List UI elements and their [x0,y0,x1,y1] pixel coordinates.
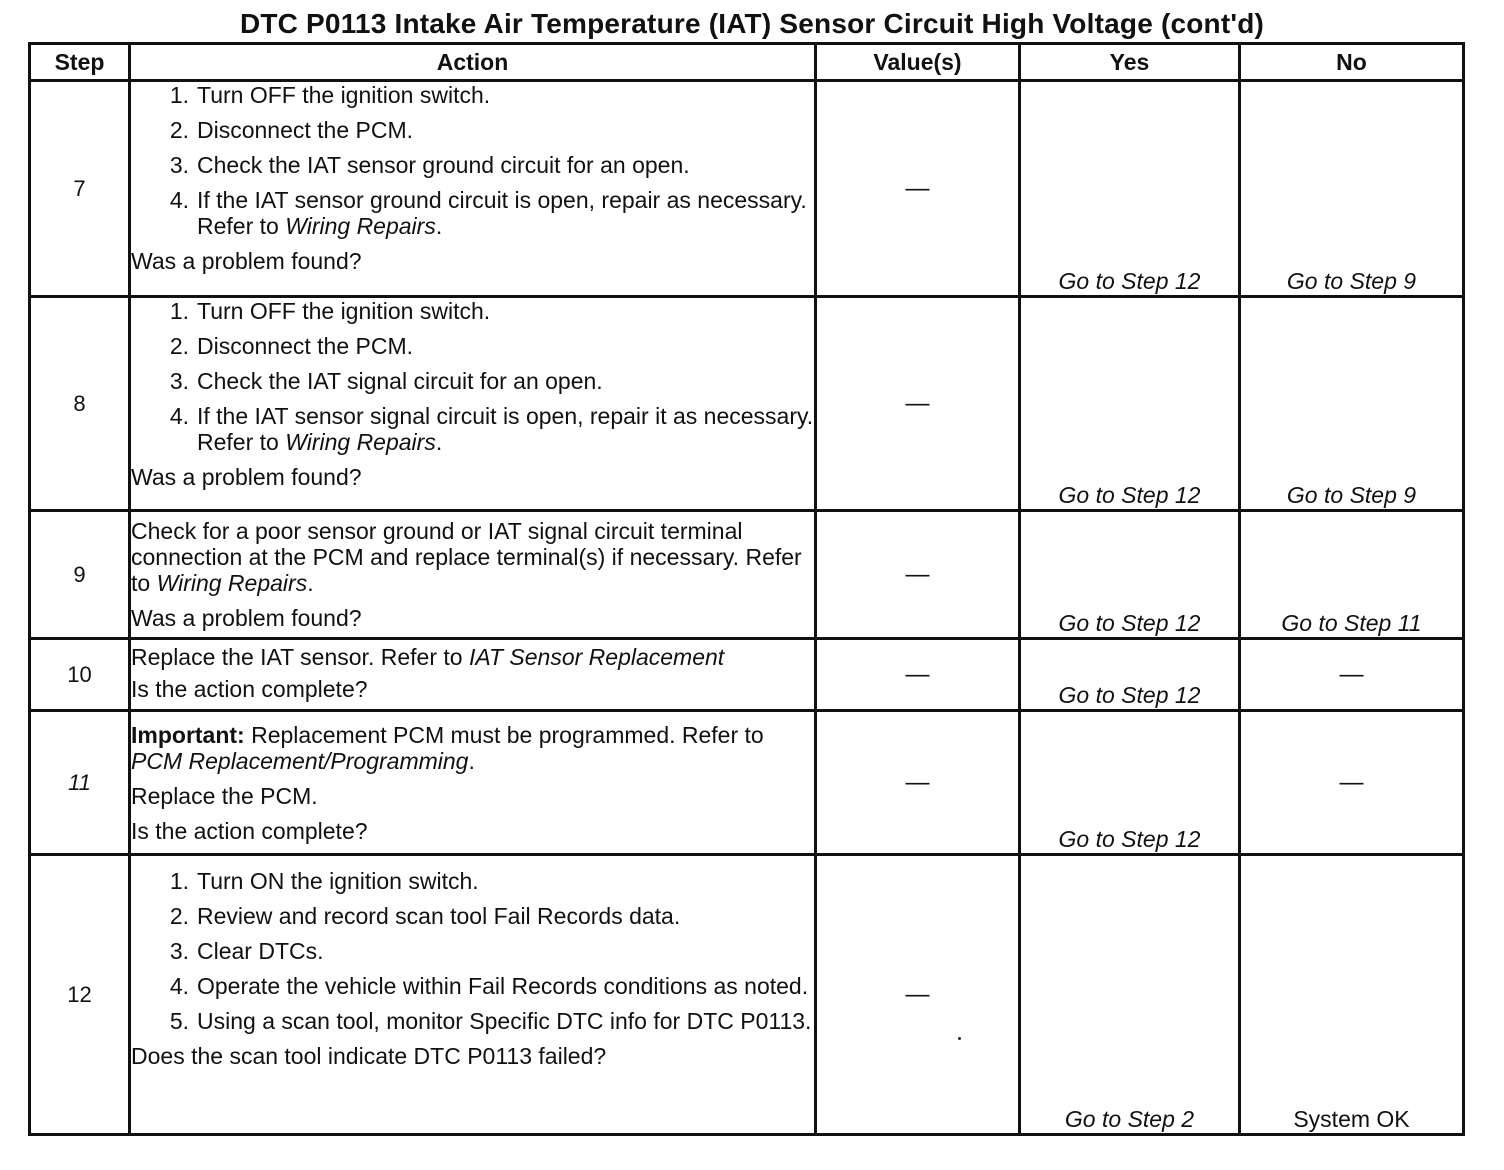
yes-cell: Go to Step 12 [1020,711,1240,855]
substep-text: Turn OFF the ignition switch. [197,82,491,108]
column-header-values: Value(s) [816,44,1020,81]
yes-cell: Go to Step 12 [1020,639,1240,711]
table-row [30,297,1464,511]
value-cell: — [816,855,1020,1135]
substep [131,152,814,178]
substep-number: 4. [169,973,189,999]
column-header-no: No [1240,44,1464,81]
substep [131,938,814,964]
header-row [30,44,1464,81]
table-row [30,711,1464,855]
yes-cell: Go to Step 12 [1020,511,1240,639]
no-cell: Go to Step 9 [1240,81,1464,297]
substep-text: Check the IAT signal circuit for an open. [197,368,603,394]
substep [131,903,814,929]
punctuation: . [468,748,475,774]
substep-number: 4. [169,187,189,213]
action-paragraph [131,644,814,670]
substep-number: 4. [169,403,189,429]
value-cell: — [816,639,1020,711]
no-cell: System OK [1240,855,1464,1135]
value-cell: — [816,81,1020,297]
substep-text: Disconnect the PCM. [197,117,414,143]
substep [131,333,814,359]
substep-list [131,868,814,1034]
question-text: Was a problem found? [131,605,362,631]
important-text: Replacement PCM must be programmed. Refer to [244,722,764,748]
substep-number: 2. [169,117,189,143]
substep [131,187,814,239]
action-cell [130,711,816,855]
action-cell [130,297,816,511]
step-number: 9 [30,511,130,639]
step-number: 10 [30,639,130,711]
substep-number: 1. [169,868,189,894]
action-text: Replace the IAT sensor. Refer to [131,644,469,670]
substep-text: Turn ON the ignition switch. [197,868,479,894]
action-paragraph: Replace the PCM. [131,783,318,809]
substep-number: 1. [169,82,189,108]
substep [131,117,814,143]
substep-number: 2. [169,903,189,929]
step-number: 8 [30,297,130,511]
punctuation: . [435,213,443,239]
yes-cell: Go to Step 2 [1020,855,1240,1135]
column-header-yes: Yes [1020,44,1240,81]
substep-number: 5. [169,1008,189,1034]
diagnostic-table [28,42,1465,1136]
substep-text: Turn OFF the ignition switch. [197,298,491,324]
action-cell [130,511,816,639]
substep-number: 3. [169,152,189,178]
punctuation: . [307,570,314,596]
value-cell: — [816,511,1020,639]
important-label: Important: [131,722,245,748]
substep-number: 1. [169,298,189,324]
substep-text-with-reference [197,187,814,239]
action-text: Check for a poor sensor ground or IAT signal circuit terminal connection at the PCM and replace terminal(s) if necessary. Refer to [131,518,802,596]
substep [131,298,814,324]
substep-number: 3. [169,938,189,964]
yes-cell: Go to Step 12 [1020,297,1240,511]
reference-link: Wiring Repairs [285,429,436,455]
substep-text: Review and record scan tool Fail Records data. [197,903,681,929]
substep [131,403,814,455]
step-number: 12 [30,855,130,1135]
yes-cell: Go to Step 12 [1020,81,1240,297]
step-number: 11 [30,711,130,855]
substep-text: If the IAT sensor signal circuit is open, repair it as necessary. Refer to [197,403,814,455]
action-cell [130,639,816,711]
table-row [30,81,1464,297]
substep-number: 3. [169,368,189,394]
substep-text: Operate the vehicle within Fail Records conditions as noted. [197,973,809,999]
substep-text: Disconnect the PCM. [197,333,414,359]
question-text: Was a problem found? [131,464,362,490]
reference-link: IAT Sensor Replacement [468,644,725,670]
substep-text: Check the IAT sensor ground circuit for an open. [197,152,690,178]
question-text: Is the action complete? [131,676,368,702]
page-title: DTC P0113 Intake Air Temperature (IAT) Sensor Circuit High Voltage (cont'd) [239,8,1265,39]
action-cell [130,855,816,1135]
no-cell: — [1240,711,1464,855]
substep-list [131,298,814,455]
reference-link: PCM Replacement/Programming [131,748,469,774]
substep-text-with-reference [197,403,814,455]
column-header-step: Step [30,44,130,81]
value-cell: — [816,711,1020,855]
substep-text: Using a scan tool, monitor Specific DTC info for DTC P0113. [197,1008,812,1034]
substep [131,868,814,894]
step-number: 7 [30,81,130,297]
scan-speck [958,1037,961,1040]
question-text: Is the action complete? [131,818,368,844]
reference-link: Wiring Repairs [156,570,308,596]
reference-link: Wiring Repairs [285,213,436,239]
action-paragraph [131,518,814,596]
table-row [30,511,1464,639]
substep-text: If the IAT sensor ground circuit is open, repair as necessary. Refer to [197,187,807,239]
substep-number: 2. [169,333,189,359]
no-cell: — [1240,639,1464,711]
substep [131,368,814,394]
substep [131,82,814,108]
substep-text: Clear DTCs. [197,938,324,964]
column-header-action: Action [130,44,816,81]
table-row [30,639,1464,711]
question-text: Does the scan tool indicate DTC P0113 failed? [131,1043,607,1069]
table-row [30,855,1464,1135]
no-cell: Go to Step 11 [1240,511,1464,639]
question-text: Was a problem found? [131,248,362,274]
action-cell [130,81,816,297]
punctuation: . [435,429,443,455]
substep [131,1008,814,1034]
substep-list [131,82,814,239]
important-note [131,722,814,774]
value-cell: — [816,297,1020,511]
substep [131,973,814,999]
no-cell: Go to Step 9 [1240,297,1464,511]
